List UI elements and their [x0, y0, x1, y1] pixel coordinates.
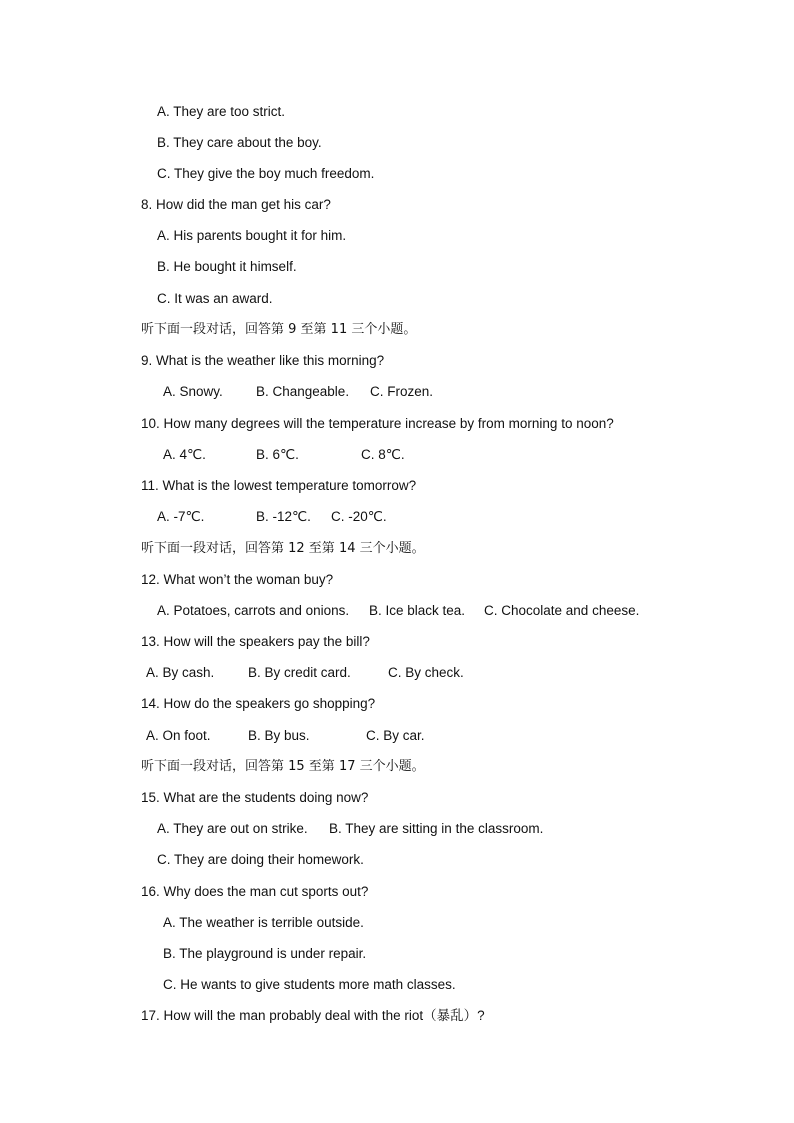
q11-option-b: B. -12℃. — [256, 509, 311, 524]
q16-option-c: C. He wants to give students more math classes. — [163, 977, 456, 992]
q9-option-b: B. Changeable. — [256, 384, 350, 399]
q17-stem: 17. How will the man probably deal with the riot（暴乱）? — [141, 1008, 485, 1023]
q15-option-c: C. They are doing their homework. — [157, 852, 364, 867]
q15-option-b: B. They are sitting in the classroom. — [329, 821, 544, 836]
q14-option-b: B. By bus. — [248, 728, 310, 743]
q14-option-c: C. By car. — [366, 728, 425, 743]
q9-stem: 9. What is the weather like this morning? — [141, 353, 385, 368]
q7-option-a: A. They are too strict. — [157, 104, 286, 119]
q13-option-c: C. By check. — [388, 665, 464, 680]
q16-option-b: B. The playground is under repair. — [163, 946, 367, 961]
q9-option-a: A. Snowy. — [163, 384, 223, 399]
q10-option-a: A. 4℃. — [163, 447, 206, 462]
q10-option-c: C. 8℃. — [361, 447, 405, 462]
q11-option-c: C. -20℃. — [331, 509, 387, 524]
q12-stem: 12. What won’t the woman buy? — [141, 572, 334, 587]
q7-option-c: C. They give the boy much freedom. — [157, 166, 375, 181]
q13-stem: 13. How will the speakers pay the bill? — [141, 634, 370, 649]
q11-stem: 11. What is the lowest temperature tomorrow? — [141, 478, 417, 493]
q15-stem: 15. What are the students doing now? — [141, 790, 369, 805]
q8-option-b: B. He bought it himself. — [157, 259, 297, 274]
q7-option-b: B. They care about the boy. — [157, 135, 322, 150]
q13-option-b: B. By credit card. — [248, 665, 351, 680]
q12-option-b: B. Ice black tea. — [369, 603, 466, 618]
q8-option-a: A. His parents bought it for him. — [157, 228, 347, 243]
q12-option-c: C. Chocolate and cheese. — [484, 603, 640, 618]
q9-option-c: C. Frozen. — [370, 384, 434, 399]
q8-option-c: C. It was an award. — [157, 291, 273, 306]
q16-option-a: A. The weather is terrible outside. — [163, 915, 364, 930]
q14-stem: 14. How do the speakers go shopping? — [141, 696, 376, 711]
q10-stem: 10. How many degrees will the temperature increase by from morning to noon? — [141, 416, 614, 431]
q16-stem: 16. Why does the man cut sports out? — [141, 884, 369, 899]
q15-option-a: A. They are out on strike. — [157, 821, 308, 836]
q13-option-a: A. By cash. — [146, 665, 215, 680]
q10-option-b: B. 6℃. — [256, 447, 299, 462]
instruction-15-17: 听下面一段对话，回答第 15 至第 17 三个小题。 — [141, 759, 425, 774]
q14-option-a: A. On foot. — [146, 728, 211, 743]
q8-stem: 8. How did the man get his car? — [141, 197, 331, 212]
instruction-12-14: 听下面一段对话，回答第 12 至第 14 三个小题。 — [141, 541, 425, 556]
q12-option-a: A. Potatoes, carrots and onions. — [157, 603, 350, 618]
instruction-9-11: 听下面一段对话，回答第 9 至第 11 三个小题。 — [141, 322, 417, 337]
q11-option-a: A. -7℃. — [157, 509, 205, 524]
